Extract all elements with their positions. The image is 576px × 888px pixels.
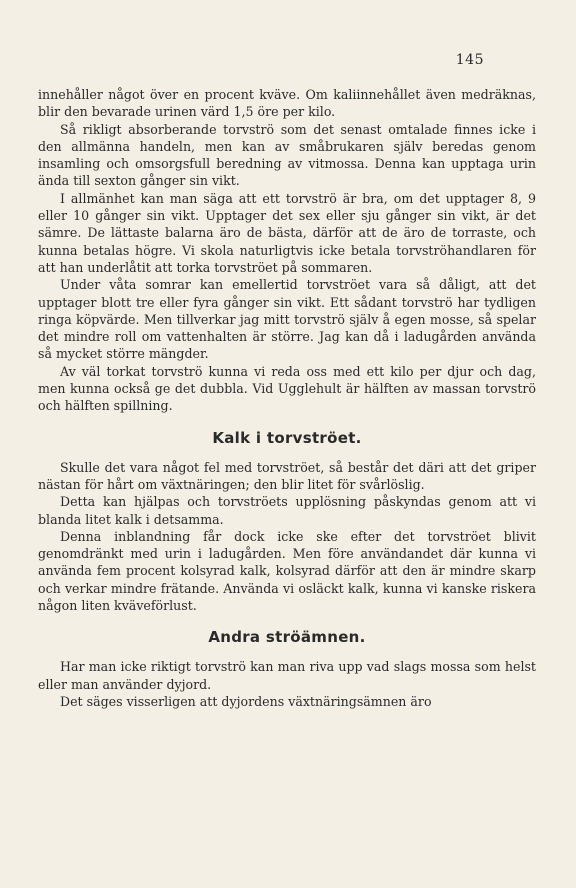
paragraph: innehåller något över en procent kväve. Om kaliinnehållet även medräknas, blir den bevarade urinen värd 1,5 öre per kilo.	[38, 87, 536, 120]
paragraph: Under våta somrar kan emellertid torvströet vara så dåligt, att det upptager blott tre eller fyra gånger sin vikt. Ett sådant torvströ har tydligen ringa köpvärde. Men tillverkar jag mitt torvströ själv å egen mosse, så spelar det mindre roll om vattenhalten är större. Jag kan då i ladugården använda så mycket större mängder.	[38, 277, 536, 362]
paragraph: Det säges visserligen att dyjordens växtnäringsämnen äro	[60, 693, 432, 709]
paragraph: Detta kan hjälpas och torvströets upplösning påskyndas genom att vi blanda litet kalk i detsamma.	[38, 494, 536, 527]
section-heading: Andra ströämnen.	[208, 628, 366, 647]
paragraph: Så rikligt absorberande torvströ som det senast omtalade finnes icke i den allmänna handeln, men kan av småbrukaren själv beredas genom insamling och omsorgsfull beredning av vitmossa. Denna kan upptaga urin ända till sexton gånger sin vikt.	[38, 121, 536, 189]
body-text	[38, 86, 536, 710]
paragraph: I allmänhet kan man säga att ett torvströ är bra, om det upptager 8, 9 eller 10 gånger sin vikt. Upptager det sex eller sju gånger sin vikt, är det sämre. De lättaste balarna äro de bästa, därför att de äro de torraste, och kunna betalas högre. Vi skola naturligtvis icke betala torvströhandlaren för att han underlåtit att torka torvströet på sommaren.	[38, 190, 536, 275]
paragraph: Skulle det vara något fel med torvströet, så består det däri att det griper nästan för hårt om växtnäringen; den blir litet för svårlöslig.	[38, 459, 536, 492]
paragraph: Av väl torkat torvströ kunna vi reda oss med ett kilo per djur och dag, men kunna också ge det dubbla. Vid Ugglehult är hälften av massan torvströ och hälften spillning.	[38, 363, 536, 414]
paragraph: Har man icke riktigt torvströ kan man riva upp vad slags mossa som helst eller man använder dyjord.	[38, 659, 536, 692]
paragraph: Denna inblandning får dock icke ske efter det torvströet blivit genomdränkt med urin i ladugården. Men före användandet där kunna vi använda fem procent kolsyrad kalk, kolsyrad därför att den är mindre skarp och verkar mindre frätande. Använda vi osläckt kalk, kunna vi kanske riskera någon liten kväveförlust.	[38, 528, 536, 614]
page-number: 145	[455, 52, 484, 68]
section-heading: Kalk i torvströet.	[212, 428, 362, 447]
